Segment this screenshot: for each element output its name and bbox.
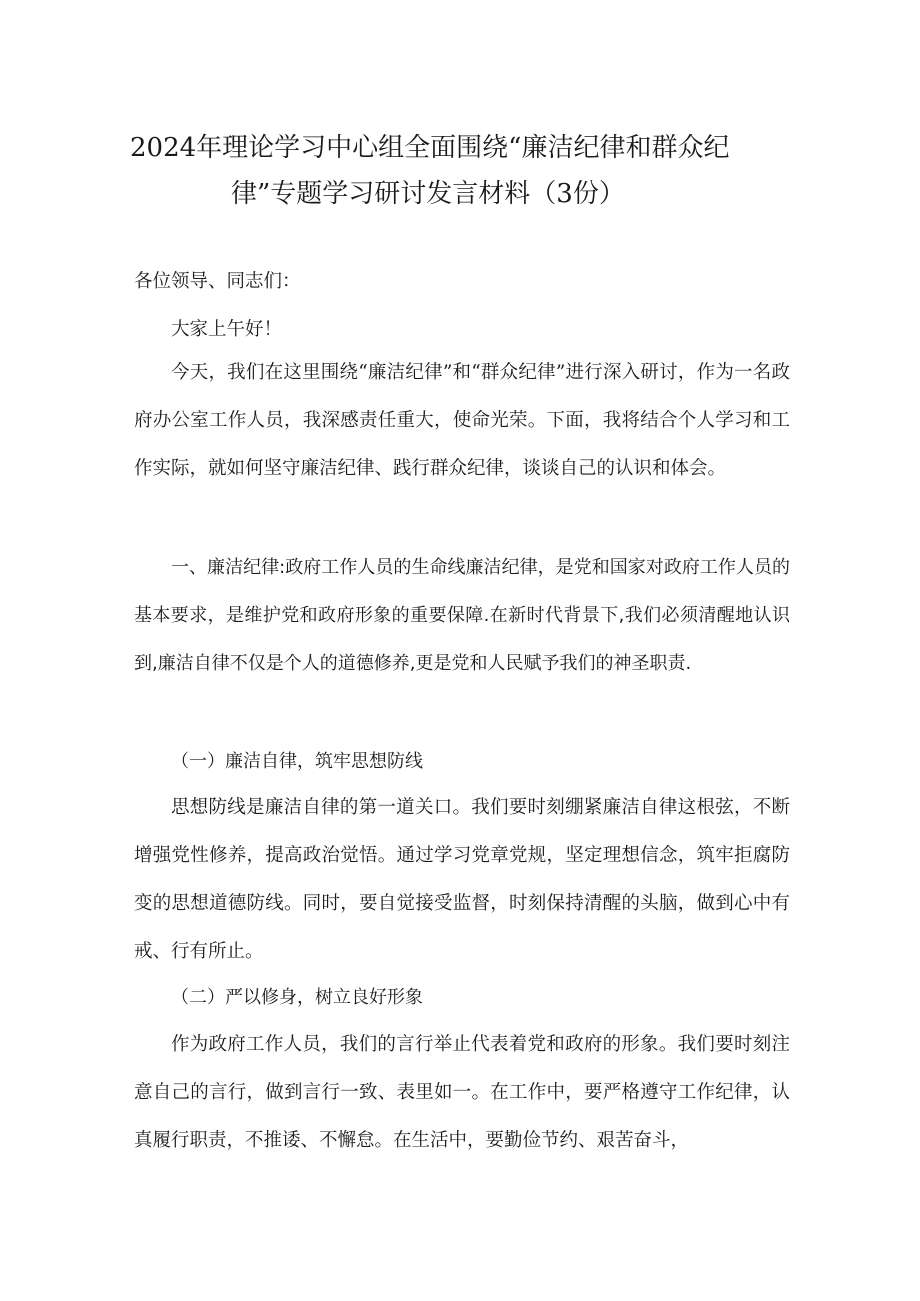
paragraph-2: 作为政府工作人员，我们的言行举止代表着党和政府的形象。我们要时刻注意自己的言行，做到言行一致、表里如一。在工作中，要严格遵守工作纪律，认真履行职责，不推诿、不懈怠。在生活中，要勤俭节约、艰苦奋斗， — [134, 1034, 790, 1151]
paragraph-1: 思想防线是廉洁自律的第一道关口。我们要时刻绷紧廉洁自律这根弦，不断增强党性修养，提高政治觉悟。通过学习党章党规，坚定理想信念，筑牢拒腐防变的思想道德防线。同时，要自觉接受监督，时刻保持清醒的头脑，做到心中有戒、行有所止。 — [134, 797, 790, 962]
intro-paragraph: 今天，我们在这里围绕“廉洁纪律”和“群众纪律”进行深入研讨，作为一名政府办公室工作人员，我深感责任重大，使命光荣。下面，我将结合个人学习和工作实际，就如何坚守廉洁纪律、践行群众纪律，谈谈自己的认识和体会。 — [134, 362, 790, 479]
document-title — [100, 125, 820, 217]
title-line-1: 2024年理论学习中心组全面围绕“廉洁纪律和群众纪 — [130, 133, 730, 164]
salutation: 各位领导、同志们： — [134, 271, 301, 292]
greeting: 大家上午好！ — [171, 319, 283, 340]
title-line-2: 律”专题学习研讨发言材料（3份） — [231, 179, 625, 210]
section-heading-1: 一、廉洁纪律:政府工作人员的生命线廉洁纪律，是党和国家对政府工作人员的基本要求，是维护党和政府形象的重要保障.在新时代背景下,我们必须清醒地认识到,廉洁自律不仅是个人的道德修养,更是党和人民赋予我们的神圣职责. — [134, 557, 790, 674]
subheading-2: （二）严以修身，树立良好形象 — [171, 987, 423, 1008]
subheading-1: （一）廉洁自律，筑牢思想防线 — [171, 751, 423, 772]
